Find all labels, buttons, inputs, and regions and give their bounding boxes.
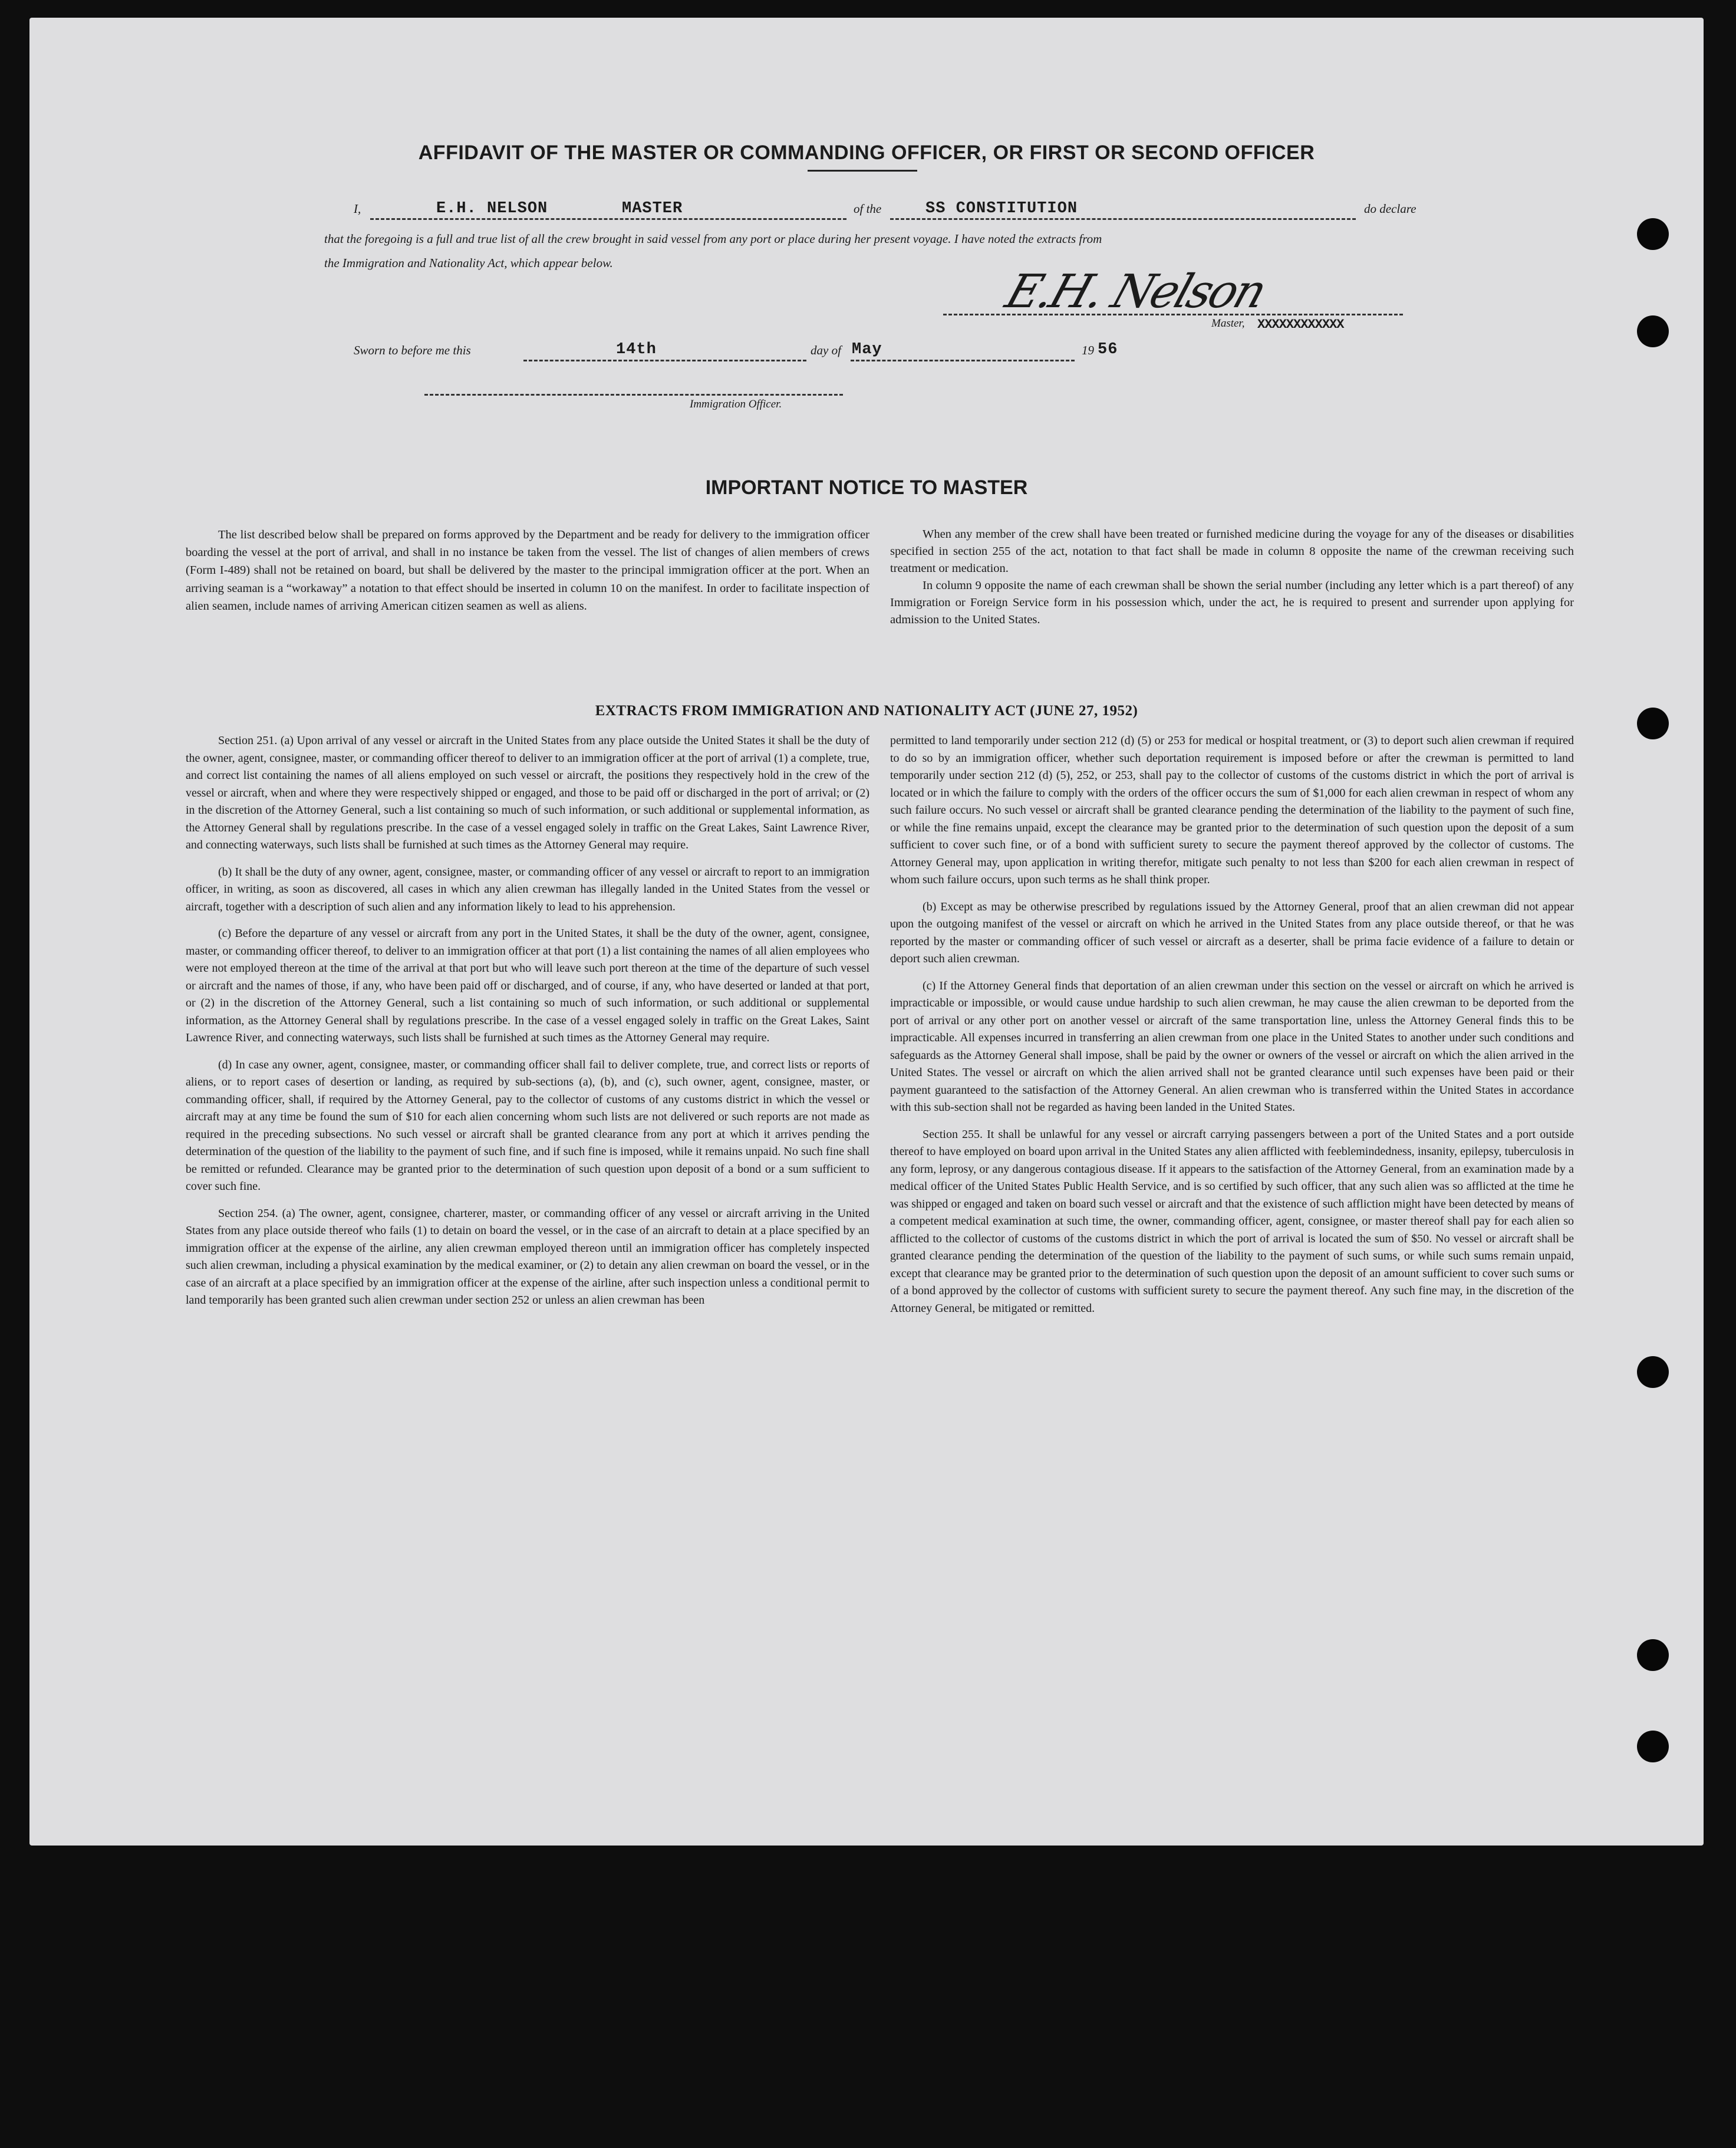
sworn-month: May [852, 341, 882, 358]
extracts-left-column [186, 732, 869, 1319]
extracts-title: EXTRACTS FROM IMMIGRATION AND NATIONALITY ACT (JUNE 27, 1952) [595, 703, 1138, 719]
section-254-c: (c) If the Attorney General finds that deportation of an alien crewman under this section on the vessel or aircraft on which he arrived is impracticable or impossible, or would cause undue hardship to such alien crewman, he may cause the alien crewman to be deported from the port of arrival or any other port on another vessel or aircraft of the same transportation line, unless the Attorney General finds this to be impracticable. All expenses incurred in transferring an alien crewman from one place in the United States to another under such conditions and safeguards as the Attorney General shall impose, shall be paid by the owner or owners of the vessel or aircraft on which the alien arrived in the United States. The vessel or aircraft on which the alien arrived shall not be granted clearance until such expenses have been paid or their payment guaranteed to the satisfaction of the Attorney General. An alien crewman who is transferred within the United States in accordance with this sub-section shall not be regarded as having been landed in the United States. [890, 979, 1574, 1114]
binder-hole [1637, 1639, 1669, 1671]
name-line [370, 218, 846, 220]
affidavit-statement: that the foregoing is a full and true list of all the crew brought in said vessel from any port or place during her present voyage. I have noted the extracts from the Immigration and Nationality Act, which appear below. [324, 232, 1102, 270]
master-label: Master, [1211, 317, 1245, 330]
officer-signature-line [424, 394, 843, 396]
section-254-a: Section 254. (a) The owner, agent, consignee, charterer, master, or commanding officer of any vessel or aircraft arriving in the United States from any place outside thereof who fails (1) to detain on board the vessel, or in the case of an aircraft to detain at a place specified by an immigration officer at the expense of the airline, any alien crewman employed thereon until an immigration officer has completely inspected such alien crewman, including a physical examination by the medical examiner, or (2) to detain any alien crewman on board the vessel, or in the case of an aircraft at a place specified by an immigration officer at the expense of the airline, after such inspection unless a conditional permit to land temporarily has been granted such alien crewman under section 252 or unless an alien crewman has been [186, 1206, 869, 1307]
i-label: I, [354, 202, 361, 216]
extracts-right-column [890, 732, 1574, 1327]
section-254-b: (b) Except as may be otherwise prescribed by regulations issued by the Attorney General, proof that an alien crewman did not appear upon the outgoing manifest of the vessel or aircraft on which he arrived in the United States from any place outside thereof, or that he was reported by the master or commanding officer of such vessel or aircraft as a deserter, shall be prima facie evidence of a failure to detain or deport such alien crewman. [890, 900, 1574, 965]
day-line [523, 360, 806, 361]
immigration-officer-label: Immigration Officer. [690, 398, 782, 410]
vessel-name: SS CONSTITUTION [925, 200, 1078, 218]
master-rank: MASTER [622, 200, 683, 218]
vessel-line [890, 218, 1356, 220]
title-rule [808, 170, 917, 172]
master-name: E.H. NELSON [436, 200, 548, 218]
of-the-label: of the [854, 202, 882, 216]
notice-left: The list described below shall be prepared on forms approved by the Department and be ready for delivery to the immigration officer boarding the vessel at the port of arrival, and shall in no instance be taken from the vessel. The list of changes of alien members of crews (Form I-489) shall not be retained on board, but shall be delivered by the master to the principal immigration officer at the port. When an arriving seaman is a “workaway” a notation to that effect should be inserted in column 10 on the manifest. In order to facilitate inspection of alien seamen, include names of arriving American citizen seamen as well as aliens. [186, 528, 869, 613]
sworn-day: 14th [616, 341, 657, 358]
sworn-label: Sworn to before me this [354, 343, 471, 357]
binder-hole [1637, 1731, 1669, 1762]
notice-right: When any member of the crew shall have been treated or furnished medicine during the voyage for any of the diseases or disabilities specified in section 255 of the act, notation to that fact shall be made in column 8 opposite the name of the crewman receiving such treatment or medication. In column 9 opposite the name of each crewman shall be shown the serial number (including any letter which is a part thereof) of any Immigration or Foreign Service form in his possession which, under the act, he is required to present and surrender upon applying for admission to the United States. [890, 528, 1574, 626]
struck-officer-title: XXXXXXXXXXXX [1257, 317, 1344, 332]
affidavit-title: AFFIDAVIT OF THE MASTER OR COMMANDING OFFICER, OR FIRST OR SECOND OFFICER [418, 142, 1315, 164]
section-254-a-cont: permitted to land temporarily under section 212 (d) (5) or 253 for medical or hospital treatment, or (3) to deport such alien crewman if required to do so by an immigration officer, whether such deportation requirement is imposed before or after the crewman is permitted to land temporarily under section 212 (d) (5), 252, or 253, shall pay to the collector of customs of the customs district in which the port of arrival is located or in which the failure to comply with the orders of the officer occurs the sum of $1,000 for each alien crewman in respect of whom any such failure occurs. No such vessel or aircraft shall be granted clearance pending the determination of the liability to the payment of such fine, or while the fine remains unpaid, except the clearance may be granted prior to the determination of such question upon the deposit of a sum sufficient to cover such fine, or of a bond with sufficient surety to secure the payment thereof approved by the collector of customs. The Attorney General may, upon application in writing therefor, mitigate such penalty to not less than $200 for each alien crewman in respect of whom such failure occurs, upon such terms as he shall think proper. [890, 734, 1574, 886]
day-of-label: day of [811, 343, 841, 357]
document-page [29, 18, 1704, 1846]
do-declare-label: do declare [1364, 202, 1417, 216]
section-251-c: (c) Before the departure of any vessel or aircraft from any port in the United States, it shall be the duty of the owner, agent, consignee, master, or commanding officer thereof, to deliver to an immigration officer at that port (1) a list containing the names of all alien employees who were not employed thereon at the time of the arrival at that port but who will leave such port thereon at the time of the departure of such vessel or aircraft and the names of those, if any, who have been paid off or discharged, and of course, if any, who have deserted or landed at that port, or (2) in the discretion of the Attorney General, such a list containing so much of such information, or such additional or supplemental information, as the Attorney General shall by regulations prescribe. In the case of a vessel engaged solely in traffic on the Great Lakes, Saint Lawrence River, and connecting waterways, such lists shall be furnished at such times as the Attorney General may require. [186, 927, 869, 1044]
binder-hole [1637, 315, 1669, 347]
section-251-d: (d) In case any owner, agent, consignee, master, or commanding officer shall fail to deliver complete, true, and correct lists or reports of aliens, or to report cases of desertion or landing, as required by sub-sections (a), (b), and (c), such owner, agent, consignee, master, or commanding officer, shall, if required by the Attorney General, pay to the collector of customs of any customs district in which the vessel or aircraft may at any time be found the sum of $10 for each alien concerning whom such lists are not delivered or such reports are not made as required in the preceding subsections. No such vessel or aircraft shall be granted clearance from any port at which it arrives pending the determination of the question of the liability to the payment of such fine, and if such fine is imposed, while it remains unpaid. No such fine shall be remitted or refunded. Clearance may be granted prior to the determination of such question upon deposit of a bond or a sum sufficient to cover such fine. [186, 1058, 869, 1193]
year-prefix: 19 [1082, 343, 1094, 357]
notice-title: IMPORTANT NOTICE TO MASTER [705, 476, 1028, 499]
master-signature: E.H. Nelson [999, 265, 1271, 318]
binder-hole [1637, 1356, 1669, 1388]
binder-hole [1637, 218, 1669, 250]
sworn-year: 56 [1098, 341, 1118, 358]
section-251-a: Section 251. (a) Upon arrival of any vessel or aircraft in the United States from any place outside the United States it shall be the duty of the owner, agent, consignee, master, or commanding officer thereof to deliver to an immigration officer at the port of arrival (1) a complete, true, and correct list containing the names of all aliens employed on such vessel or aircraft, the positions they respectively hold in the crew of the vessel or aircraft, when and where they were respectively shipped or engaged, and those to be paid off or discharged in the port of arrival; or (2) in the discretion of the Attorney General, such a list containing so much of such information, or such additional or supplemental information, as the Attorney General shall by regulations prescribe. In the case of a vessel engaged solely in traffic on the Great Lakes, Saint Lawrence River, and connecting waterways, such lists shall be furnished at such times as the Attorney General may require. [186, 734, 869, 851]
section-255: Section 255. It shall be unlawful for any vessel or aircraft carrying passengers between a port of the United States and a port outside thereof to have employed on board upon arrival in the United States any alien afflicted with feeblemindedness, insanity, epilepsy, tuberculosis in any form, leprosy, or any dangerous contagious disease. If it appears to the satisfaction of the Attorney General, from an examination made by a medical officer of the United States Public Health Service, and is so certified by such officer, that any such alien was so afflicted at the time he was shipped or engaged and taken on board such vessel or aircraft and that the existence of such affliction might have been detected by means of a competent medical examination at such time, the owner, commanding officer, agent, consignee, or master thereof shall pay for each alien so afflicted to the collector of customs of the customs district in which the port of arrival is located the sum of $50. No vessel or aircraft shall be granted clearance pending the determination of the question of the liability to the payment of such sums, or while such sums remain unpaid, except that clearance may be granted prior to the determination of such question upon the deposit of an amount sufficient to cover such sums or of a bond approved by the collector of customs with sufficient surety to secure the payment thereof. Any such fine may, in the discretion of the Attorney General, be mitigated or remitted. [890, 1127, 1574, 1315]
month-line [851, 360, 1075, 361]
binder-hole [1637, 708, 1669, 739]
section-251-b: (b) It shall be the duty of any owner, agent, consignee, master, or commanding officer of any vessel or aircraft to report to an immigration officer, in writing, as soon as discovered, all cases in which any alien crewman has illegally landed in the United States from the vessel or aircraft, together with a description of such alien and any information likely to lead to his apprehension. [186, 865, 869, 913]
